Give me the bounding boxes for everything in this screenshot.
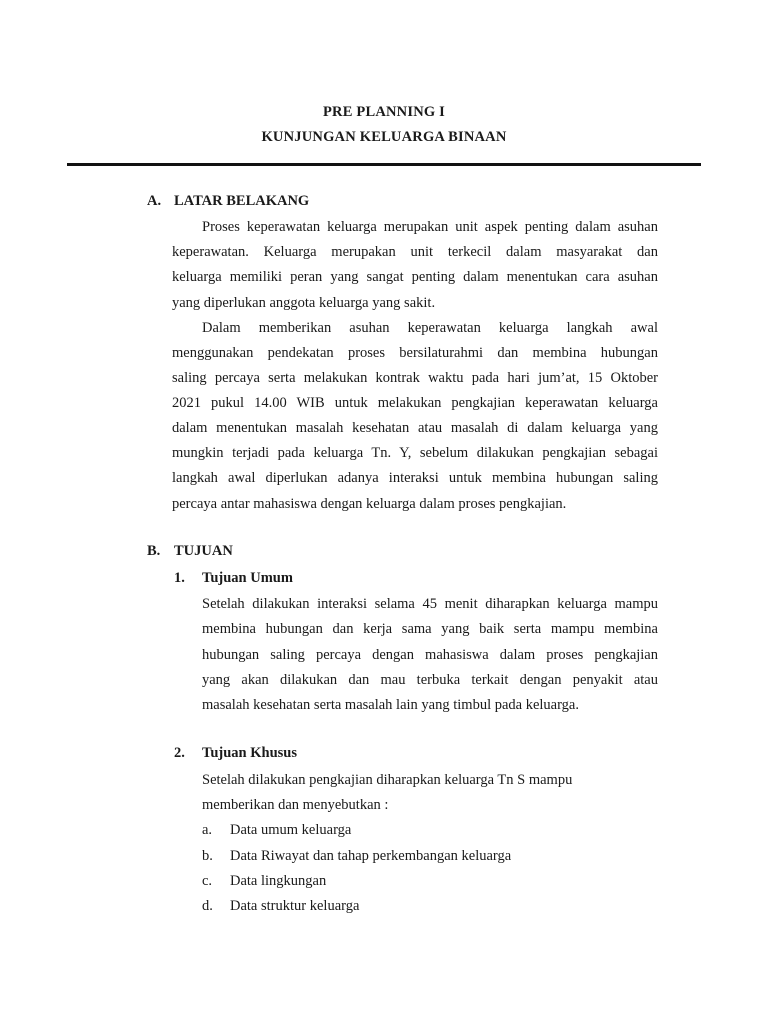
- tujuan-umum-line: masalah kesehatan serta masalah lain yang timbul pada keluarga.: [202, 697, 579, 713]
- document-title: PRE PLANNING I: [322, 104, 446, 120]
- section-a-marker: A.: [147, 193, 162, 209]
- list-item-marker: b.: [202, 848, 213, 864]
- para2-line: menggunakan pendekatan proses bersilaturahmi dan membina hubungan: [172, 345, 658, 361]
- section-b-title: TUJUAN: [174, 543, 233, 559]
- tujuan-khusus-marker: 2.: [174, 745, 185, 761]
- para2-line: mungkin terjadi pada keluarga Tn. Y, sebelum dilakukan pengkajian sebagai: [172, 445, 658, 461]
- para2-line: 2021 pukul 14.00 WIB untuk melakukan pengkajian keperawatan keluarga: [172, 395, 658, 411]
- tujuan-umum-marker: 1.: [174, 570, 185, 586]
- section-a-title: LATAR BELAKANG: [174, 193, 310, 209]
- tujuan-khusus-line: memberikan dan menyebutkan :: [202, 797, 389, 813]
- list-item-text: Data umum keluarga: [230, 822, 352, 838]
- tujuan-umum-line: hubungan saling percaya dengan mahasiswa dalam proses pengkajian: [202, 647, 658, 663]
- para2-line: saling percaya serta melakukan kontrak waktu pada hari jum’at, 15 Oktober: [172, 370, 658, 386]
- tujuan-umum-title: Tujuan Umum: [202, 570, 293, 586]
- list-item-text: Data lingkungan: [230, 873, 327, 889]
- document-subtitle: KUNJUNGAN KELUARGA BINAAN: [261, 129, 507, 145]
- para2-line: Dalam memberikan asuhan keperawatan keluarga langkah awal: [202, 320, 658, 336]
- list-item-marker: d.: [202, 898, 213, 914]
- list-item-text: Data struktur keluarga: [230, 898, 360, 914]
- tujuan-umum-line: Setelah dilakukan interaksi selama 45 menit diharapkan keluarga mampu: [202, 596, 658, 612]
- para1-line: keluarga memiliki peran yang sangat penting dalam menentukan cara asuhan: [172, 269, 658, 285]
- para1-line: Proses keperawatan keluarga merupakan unit aspek penting dalam asuhan: [202, 219, 658, 235]
- para2-line: langkah awal diperlukan adanya interaksi untuk membina hubungan saling: [172, 470, 658, 486]
- list-item-marker: c.: [202, 873, 213, 889]
- para1-line: yang diperlukan anggota keluarga yang sakit.: [172, 295, 436, 311]
- title-divider: [67, 163, 701, 166]
- list-item-marker: a.: [202, 822, 213, 838]
- section-b-marker: B.: [147, 543, 161, 559]
- tujuan-khusus-title: Tujuan Khusus: [202, 745, 297, 761]
- tujuan-umum-line: membina hubungan dan kerja sama yang baik serta mampu membina: [202, 621, 658, 637]
- tujuan-khusus-line: Setelah dilakukan pengkajian diharapkan keluarga Tn S mampu: [202, 772, 573, 788]
- para2-line: percaya antar mahasiswa dengan keluarga dalam proses pengkajian.: [172, 496, 567, 512]
- para1-line: keperawatan. Keluarga merupakan unit terkecil dalam masyarakat dan: [172, 244, 658, 260]
- tujuan-umum-line: yang akan dilakukan dan mau terbuka terkait dengan penyakit atau: [202, 672, 658, 688]
- list-item-text: Data Riwayat dan tahap perkembangan keluarga: [230, 848, 512, 864]
- para2-line: dalam menentukan masalah kesehatan atau masalah di dalam keluarga yang: [172, 420, 658, 436]
